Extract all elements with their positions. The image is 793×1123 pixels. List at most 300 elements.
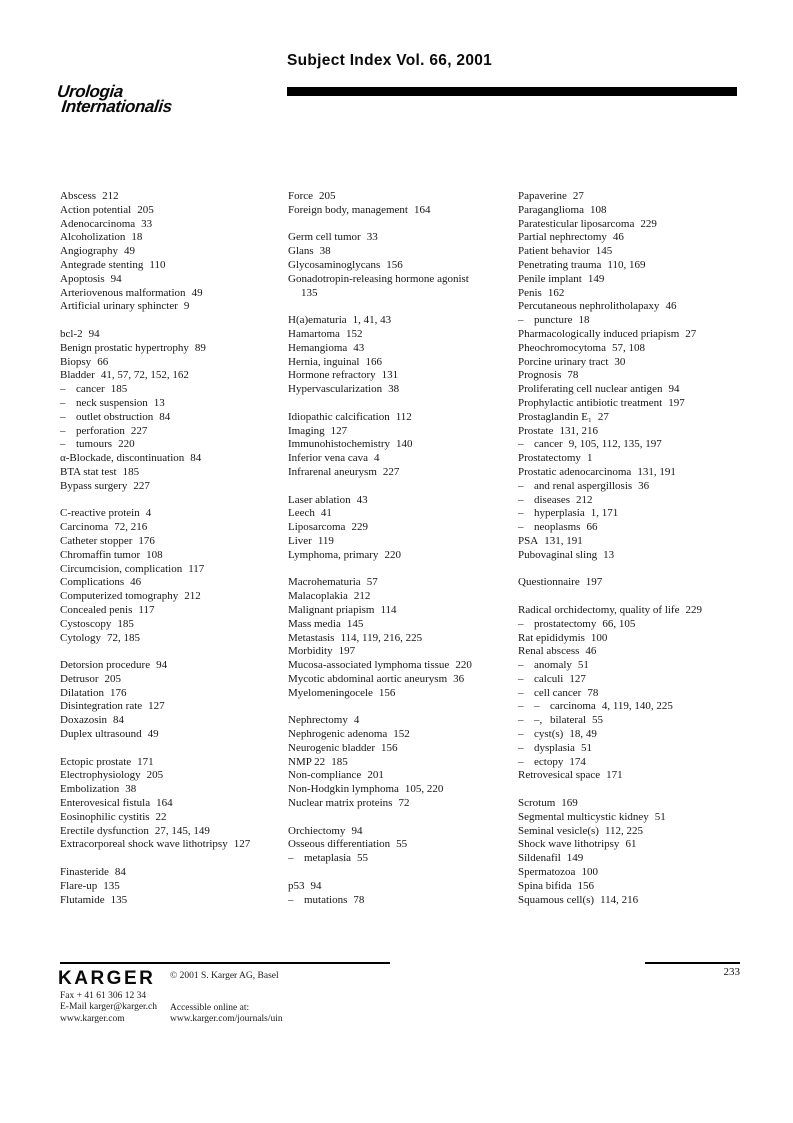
publisher-email-link[interactable]: E-Mail karger@karger.ch [60, 1002, 158, 1013]
entry-term: Penile implant [518, 272, 582, 285]
subentry-dash: – [518, 507, 524, 520]
entry-pages: 1, 41, 43 [352, 314, 392, 327]
entry-term: Alcoholization [60, 231, 126, 244]
entry-term: Mycotic abdominal aortic aneurysm [288, 672, 448, 685]
entry-pages: 30 [614, 355, 626, 368]
index-entry [518, 300, 742, 314]
entry-term: Extracorporeal shock wave lithotripsy [60, 838, 228, 851]
index-entry [60, 245, 286, 259]
entry-term: cancer [76, 383, 105, 396]
index-entry [60, 659, 286, 673]
index-column-3 [518, 190, 742, 921]
entry-term: Nephrogenic adenoma [288, 728, 388, 741]
index-entry [518, 714, 742, 728]
entry-pages: 51 [654, 810, 666, 823]
subentry-dash: – [518, 521, 524, 534]
entry-term: Concealed penis [60, 603, 133, 616]
index-entry [288, 369, 516, 383]
index-entry [60, 466, 286, 480]
index-entry [518, 452, 742, 466]
entry-pages: 229 [685, 603, 702, 616]
index-entry [518, 259, 742, 273]
entry-pages: 131, 191 [637, 465, 676, 478]
entry-pages: 105, 220 [404, 783, 444, 796]
entry-pages: 108 [589, 203, 607, 216]
footer-rule-left [60, 962, 390, 964]
index-entry [288, 769, 516, 783]
entry-term: p53 [288, 879, 305, 892]
entry-pages: 114, 119, 216, 225 [340, 631, 423, 644]
entry-pages: 127 [148, 700, 165, 713]
entry-term: Retrovesical space [518, 769, 601, 782]
index-entry [288, 783, 516, 797]
entry-pages: 145 [595, 245, 613, 258]
index-entry [288, 190, 516, 204]
index-entry [288, 231, 516, 245]
index-entry [288, 383, 516, 397]
entry-pages: 220 [384, 548, 401, 561]
entry-term: Catheter stopper [60, 534, 133, 547]
index-entry [518, 521, 742, 535]
entry-pages: 61 [625, 838, 637, 851]
index-entry [60, 328, 286, 342]
title-rule-bar [287, 87, 737, 96]
index-entry [288, 328, 516, 342]
index-entry [288, 825, 516, 839]
index-entry [60, 480, 286, 494]
index-entry [288, 287, 516, 301]
entry-term: perforation [76, 424, 125, 437]
subentry-dash: – [60, 410, 66, 423]
entry-term: Embolization [60, 783, 120, 796]
index-entry [288, 507, 516, 521]
entry-term: and renal aspergillosis [534, 479, 633, 492]
entry-term: Leech [288, 507, 315, 520]
index-group [288, 314, 516, 397]
entry-term: Penetrating trauma [518, 258, 602, 271]
entry-term: Enterovesical fistula [60, 797, 151, 810]
entry-term: PSA [518, 534, 539, 547]
index-entry [60, 783, 286, 797]
entry-term: Pheochromocytoma [518, 341, 606, 354]
index-entry [288, 466, 516, 480]
subentry-dash: – [518, 479, 524, 492]
entry-term: Dilatation [60, 686, 104, 699]
subentry-dash: – [288, 852, 294, 865]
entry-term: Glans [288, 245, 314, 258]
copyright-notice: © 2001 S. Karger AG, Basel [170, 971, 279, 981]
index-entry [518, 287, 742, 301]
entry-term: Adenocarcinoma [60, 217, 136, 230]
index-entry [288, 411, 516, 425]
index-group [60, 659, 286, 742]
index-entry [288, 756, 516, 770]
index-entry [518, 438, 742, 452]
entry-pages: 164 [413, 203, 431, 216]
index-entry [518, 507, 742, 521]
entry-pages: 114 [380, 603, 397, 616]
index-entry [60, 287, 286, 301]
entry-pages: 227 [382, 465, 400, 478]
entry-pages: 152 [345, 327, 363, 340]
entry-pages: 22 [155, 810, 167, 823]
entry-term: H(a)ematuria [288, 314, 347, 327]
entry-term: cyst(s) [534, 728, 564, 741]
index-entry [518, 218, 742, 232]
entry-pages: 1, 171 [590, 507, 619, 520]
index-entry [518, 273, 742, 287]
entry-term: Circumcision, complication [60, 562, 183, 575]
entry-pages: 164 [156, 797, 173, 810]
publisher-logo: KARGER [58, 968, 156, 989]
entry-term: Prostate [518, 424, 554, 437]
entry-pages: 156 [577, 879, 594, 892]
index-entry [288, 425, 516, 439]
index-entry [60, 411, 286, 425]
index-entry [518, 894, 742, 908]
entry-term: prostatectomy [534, 617, 597, 630]
index-entry [60, 218, 286, 232]
subentry-dash: – [518, 714, 524, 727]
index-entry [518, 756, 742, 770]
entry-term: Segmental multicystic kidney [518, 810, 649, 823]
entry-term: Flutamide [60, 893, 105, 906]
entry-term: Inferior vena cava [288, 452, 369, 465]
entry-pages: 27 [597, 410, 609, 423]
index-entry [518, 632, 742, 646]
index-entry [518, 700, 742, 714]
entry-pages: 227 [130, 424, 148, 437]
entry-pages: 49 [124, 245, 136, 258]
entry-pages: 117 [188, 562, 205, 575]
index-group [288, 231, 516, 300]
index-entry [60, 811, 286, 825]
entry-term: Detorsion procedure [60, 659, 151, 672]
entry-term: Pharmacologically induced priapism [518, 327, 680, 340]
entry-term: carcinoma [550, 700, 596, 713]
entry-pages: 131, 191 [544, 534, 583, 547]
entry-term: Mucosa-associated lymphoma tissue [288, 659, 450, 672]
entry-term: Osseous differentiation [288, 838, 391, 851]
entry-term: Detrusor [60, 672, 99, 685]
entry-pages: 46 [585, 645, 597, 658]
index-entry [518, 825, 742, 839]
entry-pages: 185 [110, 383, 128, 396]
online-access-block [170, 1003, 283, 1026]
entry-term: Paratesticular liposarcoma [518, 217, 635, 230]
entry-term: Sildenafil [518, 852, 561, 865]
entry-pages: 57 [366, 576, 378, 589]
index-entry [518, 728, 742, 742]
entry-pages: 127 [233, 838, 251, 851]
index-entry [60, 300, 286, 314]
entry-pages: 127 [330, 424, 348, 437]
index-entry [60, 632, 286, 646]
entry-term: Bladder [60, 369, 95, 382]
entry-term: bcl-2 [60, 327, 83, 340]
entry-term: cell cancer [534, 686, 582, 699]
entry-pages: 108 [146, 548, 163, 561]
index-entry [60, 756, 286, 770]
entry-term: Antegrade stenting [60, 258, 144, 271]
index-entry [288, 590, 516, 604]
index-entry [518, 549, 742, 563]
entry-pages: 117 [138, 603, 155, 616]
index-entry [60, 535, 286, 549]
index-entry [60, 438, 286, 452]
entry-pages: 1 [586, 452, 593, 465]
entry-term: Benign prostatic hypertrophy [60, 341, 189, 354]
entry-term: Radical orchidectomy, quality of life [518, 603, 680, 616]
entry-term: Action potential [60, 203, 132, 216]
index-entry [288, 838, 516, 852]
entry-term: Macrohematuria [288, 576, 361, 589]
entry-term: Immunohistochemistry [288, 438, 391, 451]
entry-pages: 27 [685, 327, 697, 340]
entry-pages: 152 [393, 728, 410, 741]
entry-pages: 78 [567, 369, 579, 382]
index-entry [288, 245, 516, 259]
entry-term: Complications [60, 576, 125, 589]
entry-pages: 84 [114, 866, 126, 879]
entry-term: Erectile dysfunction [60, 824, 149, 837]
entry-pages: 140 [396, 438, 413, 451]
index-entry [288, 259, 516, 273]
entry-term: Flare-up [60, 879, 98, 892]
subentry-dash: – [60, 438, 66, 451]
entry-pages: 127 [569, 672, 586, 685]
index-group [288, 494, 516, 563]
entry-term: NMP 22 [288, 755, 326, 768]
entry-pages: 145 [346, 617, 364, 630]
index-entry [518, 535, 742, 549]
entry-term: Idiopathic calcification [288, 410, 390, 423]
entry-term: Hypervascularization [288, 383, 383, 396]
entry-pages: 212 [102, 190, 119, 202]
entry-term: Germ cell tumor [288, 231, 361, 244]
index-entry [288, 576, 516, 590]
index-entry [518, 411, 742, 425]
index-entry [60, 838, 286, 852]
index-group [60, 328, 286, 494]
entry-term: diseases [534, 493, 571, 506]
index-entry [60, 549, 286, 563]
page-title: Subject Index Vol. 66, 2001 [287, 52, 493, 69]
entry-term: metaplasia [304, 852, 352, 865]
online-access-url-link[interactable]: www.karger.com/journals/uin [170, 1013, 283, 1024]
entry-term: Scrotum [518, 797, 556, 810]
index-entry [60, 880, 286, 894]
entry-pages: 13 [153, 396, 165, 409]
entry-term: Cystoscopy [60, 617, 112, 630]
entry-pages: 135 [103, 879, 120, 892]
footer-rule-right [645, 962, 740, 964]
subentry-dash: – [518, 659, 524, 672]
entry-term: Proliferating cell nuclear antigen [518, 383, 663, 396]
entry-term: Mass media [288, 617, 341, 630]
subentry-dash: – [60, 424, 66, 437]
index-entry [518, 314, 742, 328]
index-entry [518, 811, 742, 825]
index-group [60, 507, 286, 645]
entry-pages: 205 [146, 769, 164, 782]
entry-term: Nephrectomy [288, 714, 348, 727]
index-entry [518, 204, 742, 218]
entry-pages: 94 [351, 824, 363, 837]
index-entry [518, 245, 742, 259]
entry-pages: 36 [638, 479, 650, 492]
entry-term: Non-Hodgkin lymphoma [288, 783, 399, 796]
subentry-dash: – [534, 700, 540, 713]
index-entry [518, 369, 742, 383]
entry-pages: 41 [320, 507, 332, 520]
entry-pages: 185 [117, 617, 134, 630]
index-entry [518, 190, 742, 204]
entry-term: Doxazosin [60, 714, 108, 727]
entry-term: bilateral [550, 714, 587, 727]
entry-term: Finasteride [60, 866, 109, 879]
entry-pages: 94 [310, 879, 322, 892]
index-entry [60, 673, 286, 687]
index-entry [518, 425, 742, 439]
entry-pages: 27, 145, 149 [154, 824, 210, 837]
subentry-dash: –, [534, 714, 543, 727]
entry-term: Bypass surgery [60, 479, 128, 492]
index-entry [288, 604, 516, 618]
entry-pages: 51 [577, 659, 589, 672]
entry-term: Foreign body, management [288, 203, 408, 216]
entry-pages: 66 [97, 355, 109, 368]
entry-term: ectopy [534, 755, 564, 768]
entry-pages: 205 [319, 190, 336, 202]
index-entry [288, 714, 516, 728]
entry-pages: 212 [576, 493, 593, 506]
index-entry [288, 204, 516, 218]
entry-term: Orchiectomy [288, 824, 346, 837]
index-entry [60, 797, 286, 811]
entry-term: α-Blockade, discontinuation [60, 452, 185, 465]
entry-term: Prostaglandin E₁ [518, 410, 592, 423]
index-group [288, 825, 516, 866]
entry-term: Renal abscess [518, 645, 580, 658]
entry-pages: 36 [453, 672, 465, 685]
entry-term: outlet obstruction [76, 410, 154, 423]
index-entry [518, 769, 742, 783]
entry-term: puncture [534, 314, 573, 327]
entry-term: Liposarcoma [288, 521, 346, 534]
entry-pages: 18 [131, 231, 143, 244]
index-entry [288, 880, 516, 894]
entry-pages: 197 [338, 645, 356, 658]
index-entry [60, 259, 286, 273]
entry-pages: 46 [665, 300, 677, 313]
index-entry [288, 314, 516, 328]
index-entry [60, 369, 286, 383]
entry-pages: 55 [357, 852, 369, 865]
entry-term: Shock wave lithotripsy [518, 838, 620, 851]
entry-pages: 162 [547, 286, 565, 299]
index-entry [518, 480, 742, 494]
entry-pages: 112 [395, 410, 412, 423]
entry-term: Liver [288, 534, 312, 547]
subentry-dash: – [518, 728, 524, 741]
entry-pages: 119 [317, 534, 334, 547]
index-entry [288, 797, 516, 811]
entry-term: Paraganglioma [518, 203, 584, 216]
entry-pages: 229 [640, 217, 657, 230]
entry-pages: 131 [381, 369, 399, 382]
entry-term: Prostatic adenocarcinoma [518, 465, 632, 478]
index-entry [518, 328, 742, 342]
index-entry [288, 894, 516, 908]
entry-term: Computerized tomography [60, 590, 179, 603]
entry-term: Electrophysiology [60, 769, 141, 782]
journal-logo [55, 84, 174, 114]
index-column-2 [288, 190, 516, 921]
entry-term: C-reactive protein [60, 507, 140, 520]
entry-pages: 41, 57, 72, 152, 162 [100, 369, 189, 382]
index-entry [288, 356, 516, 370]
index-group [60, 190, 286, 314]
entry-term: tumours [76, 438, 113, 451]
entry-term: Pubovaginal sling [518, 548, 598, 561]
entry-pages: 112, 225 [604, 824, 644, 837]
index-entry [518, 231, 742, 245]
entry-pages: 171 [137, 755, 154, 768]
index-entry [60, 383, 286, 397]
entry-pages: 4 [374, 452, 380, 465]
entry-pages: 57, 108 [611, 341, 645, 354]
entry-term: Ectopic prostate [60, 755, 132, 768]
index-entry [60, 825, 286, 839]
entry-pages: 43 [353, 341, 365, 354]
entry-term: Malacoplakia [288, 590, 348, 603]
index-entry [288, 549, 516, 563]
entry-pages: 78 [587, 686, 599, 699]
entry-pages: 38 [319, 245, 331, 258]
entry-pages: 197 [585, 576, 603, 589]
entry-pages: 94 [668, 383, 680, 396]
entry-pages: 185 [331, 755, 348, 768]
entry-pages: 205 [104, 672, 121, 685]
index-group [288, 411, 516, 480]
entry-term: Disintegration rate [60, 700, 143, 713]
entry-term: Arteriovenous malformation [60, 286, 186, 299]
index-entry [60, 728, 286, 742]
subentry-dash: – [518, 755, 524, 768]
index-group [288, 714, 516, 811]
index-entry [60, 769, 286, 783]
index-entry [288, 852, 516, 866]
page-number: 233 [723, 966, 740, 978]
entry-pages: 166 [365, 355, 382, 368]
index-entry [288, 632, 516, 646]
entry-pages: 84 [159, 410, 171, 423]
entry-pages: 171 [606, 769, 623, 782]
entry-term: Squamous cell(s) [518, 893, 595, 906]
subentry-dash: – [518, 314, 524, 327]
subentry-dash: – [518, 700, 524, 713]
entry-term: Laser ablation [288, 493, 351, 506]
entry-pages: 227 [133, 479, 150, 492]
entry-pages: 38 [125, 783, 137, 796]
index-group [518, 190, 742, 563]
entry-pages: 94 [110, 272, 122, 285]
publisher-website-link[interactable]: www.karger.com [60, 1013, 125, 1024]
index-entry [518, 880, 742, 894]
index-entry [288, 535, 516, 549]
subentry-dash: – [518, 672, 524, 685]
